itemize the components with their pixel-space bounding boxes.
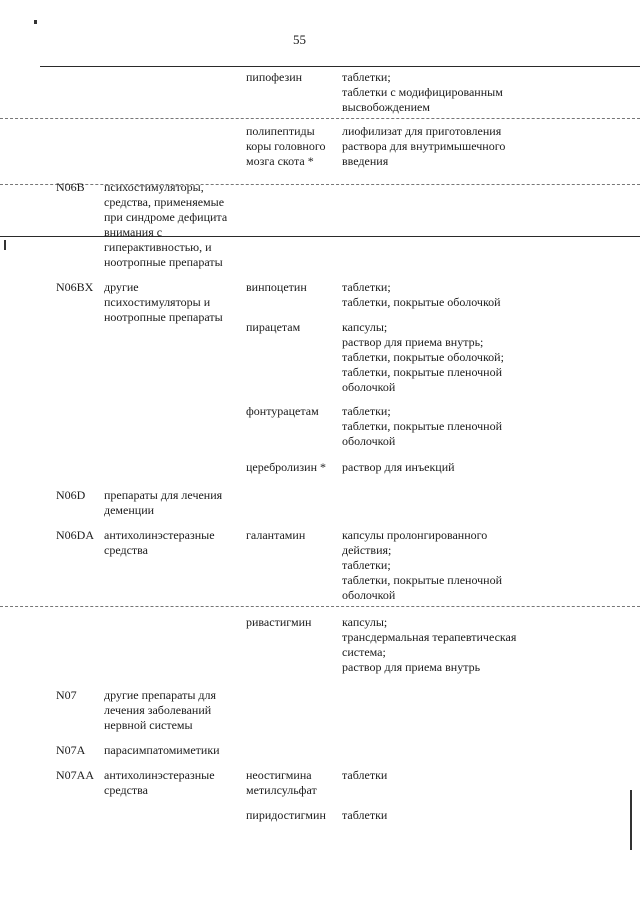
substance-name: пипофезин (246, 70, 303, 84)
substance-name: винпоцетин (246, 280, 307, 294)
atc-code: N07A (56, 743, 86, 757)
top-rule (40, 66, 640, 67)
dosage-forms: таблетки; таблетки, покрытые пленочной оболочкой (342, 404, 503, 448)
group-name: парасимпатомиметики (104, 743, 220, 757)
dosage-forms: таблетки (342, 808, 388, 822)
page-number: 55 (293, 32, 306, 47)
atc-code: N06DA (56, 528, 94, 542)
scan-speck (630, 790, 632, 850)
scan-speck (4, 240, 6, 250)
dosage-forms: таблетки; таблетки с модифицированным высвобождением (342, 70, 503, 114)
scan-line (0, 184, 640, 185)
group-name: гиперактивностью, и ноотропные препараты (104, 240, 223, 269)
group-name: другие препараты для лечения заболеваний нервной системы (104, 688, 217, 732)
dosage-forms: раствор для инъекций (342, 460, 455, 474)
substance-name: церебролизин * (246, 460, 327, 474)
dosage-forms: таблетки; таблетки, покрытые оболочкой (342, 280, 501, 309)
atc-code: N07AA (56, 768, 94, 782)
dosage-forms: капсулы пролонгированного действия; таблетки; таблетки, покрытые пленочной оболочкой (342, 528, 503, 602)
substance-name: ривастигмин (246, 615, 312, 629)
atc-code: N06B (56, 180, 85, 194)
group-name: препараты для лечения деменции (104, 488, 223, 517)
atc-code: N07 (56, 688, 77, 702)
dosage-forms: капсулы; раствор для приема внутрь; таблетки, покрытые оболочкой; таблетки, покрытые пленочной оболочкой (342, 320, 504, 394)
substance-name: пиридостигмин (246, 808, 326, 822)
scan-line (0, 606, 640, 607)
atc-code: N06BX (56, 280, 94, 294)
group-name: антихолинэстеразные средства (104, 528, 215, 557)
dosage-forms: лиофилизат для приготовления раствора для внутримышечного введения (342, 124, 506, 168)
dosage-forms: таблетки (342, 768, 388, 782)
group-name: другие психостимуляторы и ноотропные препараты (104, 280, 223, 324)
scan-line (0, 118, 640, 119)
group-name: психостимуляторы, средства, применяемые при синдроме дефицита внимания с (104, 180, 228, 239)
substance-name: неостигмина метилсульфат (246, 768, 317, 797)
atc-code: N06D (56, 488, 86, 502)
group-name: антихолинэстеразные средства (104, 768, 215, 797)
substance-name: полипептиды коры головного мозга скота * (246, 124, 326, 168)
dosage-forms: капсулы; трансдермальная терапевтическая система; раствор для приема внутрь (342, 615, 517, 674)
page-break-rule (0, 236, 640, 237)
substance-name: галантамин (246, 528, 306, 542)
substance-name: пирацетам (246, 320, 301, 334)
substance-name: фонтурацетам (246, 404, 319, 418)
scan-speck (34, 20, 37, 24)
